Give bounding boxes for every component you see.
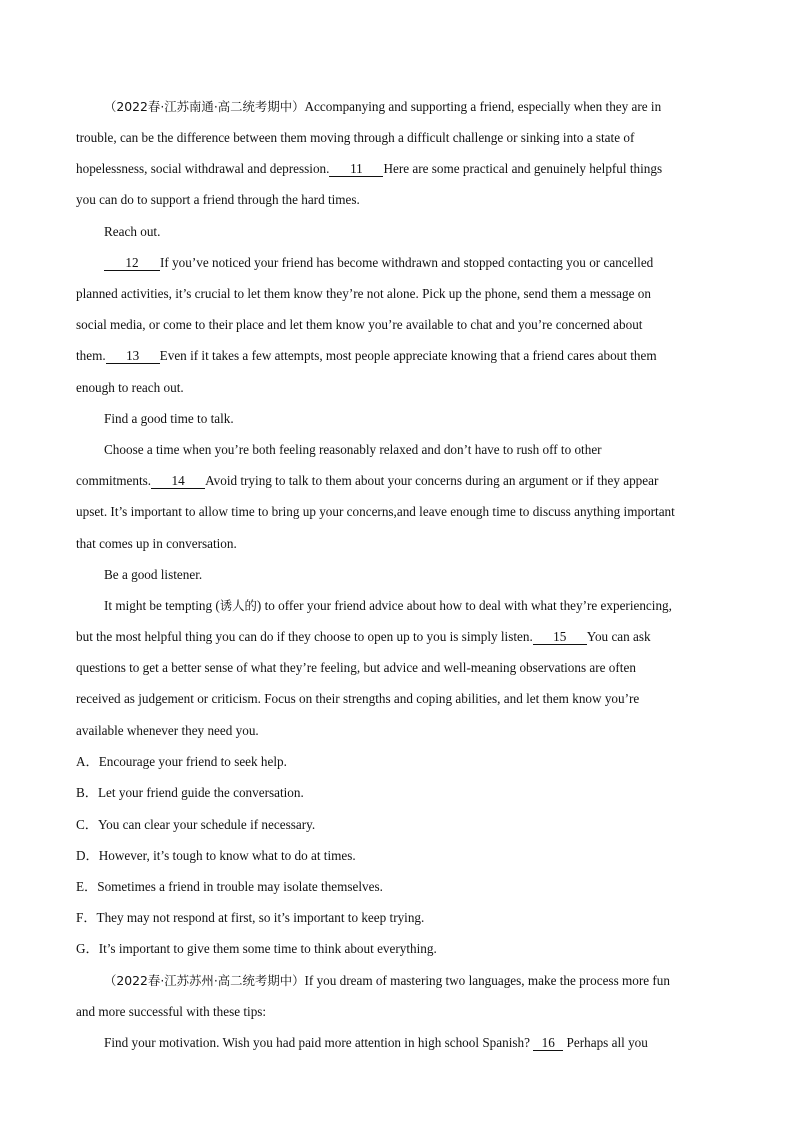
passage1-line-4: you can do to support a friend through the hard times. <box>76 192 360 207</box>
blank-11[interactable]: 11 <box>329 161 383 177</box>
p2-line-2: planned activities, it’s crucial to let them know they’re not alone. Pick up the phone, send them a message on <box>76 286 651 301</box>
p4-line-1 <box>104 597 672 615</box>
heading-good-listener: Be a good listener. <box>104 567 203 582</box>
passage2-line-2: and more successful with these tips: <box>76 1004 267 1019</box>
p2-text-4a: them. <box>76 348 106 363</box>
p3-text-2b: Avoid trying to talk to them about your concerns during an argument or if they appear <box>205 473 659 488</box>
passage1-line-1 <box>104 98 661 116</box>
p4-text-2b: You can ask <box>586 629 651 644</box>
p2-line-3: social media, or come to their place and let them know you’re available to chat and you’re concerned about <box>76 317 643 332</box>
option-e: E．Sometimes a friend in trouble may isolate themselves. <box>76 879 383 894</box>
option-a: A．Encourage your friend to seek help. <box>76 754 287 769</box>
p1-text-1: Accompanying and supporting a friend, especially when they are in <box>304 99 662 114</box>
blank-13[interactable]: 13 <box>106 348 160 364</box>
p2-text-4b: Even if it takes a few attempts, most people appreciate knowing that a friend cares about them <box>159 348 657 363</box>
blank-12[interactable]: 12 <box>104 255 160 271</box>
option-g: G．It’s important to give them some time to think about everything. <box>76 941 437 956</box>
heading-reach-out: Reach out. <box>104 224 161 239</box>
p3-line-2 <box>76 472 658 490</box>
p4-line-2 <box>76 628 651 646</box>
passage2-text-1: If you dream of mastering two languages, make the process more fun <box>304 973 670 988</box>
p2-line-4 <box>76 347 657 365</box>
p4-line-5: available whenever they need you. <box>76 723 259 738</box>
p2-text-1: If you’ve noticed your friend has become withdrawn and stopped contacting you or cancelled <box>160 255 654 270</box>
p2-line-1 <box>104 254 653 272</box>
passage2-text-3a: Find your motivation. Wish you had paid more attention in high school Spanish? <box>104 1035 530 1050</box>
p4-line-3: questions to get a better sense of what they’re feeling, but advice and well-meaning observations are often <box>76 660 636 675</box>
p4-chinese-gloss: 诱人的 <box>219 598 257 613</box>
passage2-line-3 <box>104 1034 648 1052</box>
passage2-source: （2022春·江苏苏州·高二统考期中） <box>104 973 305 988</box>
p4-text-1a: It might be tempting ( <box>104 598 220 613</box>
passage2-text-3b: Perhaps all you <box>566 1035 648 1050</box>
blank-16[interactable]: 16 <box>533 1035 563 1051</box>
passage2-line-1 <box>104 972 670 990</box>
option-d: D．However, it’s tough to know what to do at times. <box>76 848 356 863</box>
blank-14[interactable]: 14 <box>151 473 205 489</box>
option-c: C．You can clear your schedule if necessary. <box>76 817 316 832</box>
p3-line-4: that comes up in conversation. <box>76 536 237 551</box>
passage1-source: （2022春·江苏南通·高二统考期中） <box>104 99 305 114</box>
p4-text-2a: but the most helpful thing you can do if they choose to open up to you is simply listen. <box>76 629 533 644</box>
passage1-line-2: trouble, can be the difference between them moving through a difficult challenge or sinking into a state of <box>76 130 635 145</box>
option-b: B．Let your friend guide the conversation. <box>76 785 304 800</box>
p1-text-3b: Here are some practical and genuinely helpful things <box>383 161 663 176</box>
option-f: F．They may not respond at first, so it’s important to keep trying. <box>76 910 425 925</box>
p2-line-5: enough to reach out. <box>76 380 184 395</box>
heading-good-time: Find a good time to talk. <box>104 411 234 426</box>
p3-line-1: Choose a time when you’re both feeling reasonably relaxed and don’t have to rush off to other <box>104 442 602 457</box>
passage1-line-3 <box>76 160 662 178</box>
p3-text-2a: commitments. <box>76 473 152 488</box>
p3-line-3: upset. It’s important to allow time to bring up your concerns,and leave enough time to discuss anything important <box>76 504 675 519</box>
p1-text-3a: hopelessness, social withdrawal and depression. <box>76 161 330 176</box>
p4-line-4: received as judgement or criticism. Focus on their strengths and coping abilities, and let them know you’re <box>76 691 640 706</box>
blank-15[interactable]: 15 <box>533 629 587 645</box>
p4-text-1b: ) to offer your friend advice about how to deal with what they’re experiencing, <box>256 598 672 613</box>
